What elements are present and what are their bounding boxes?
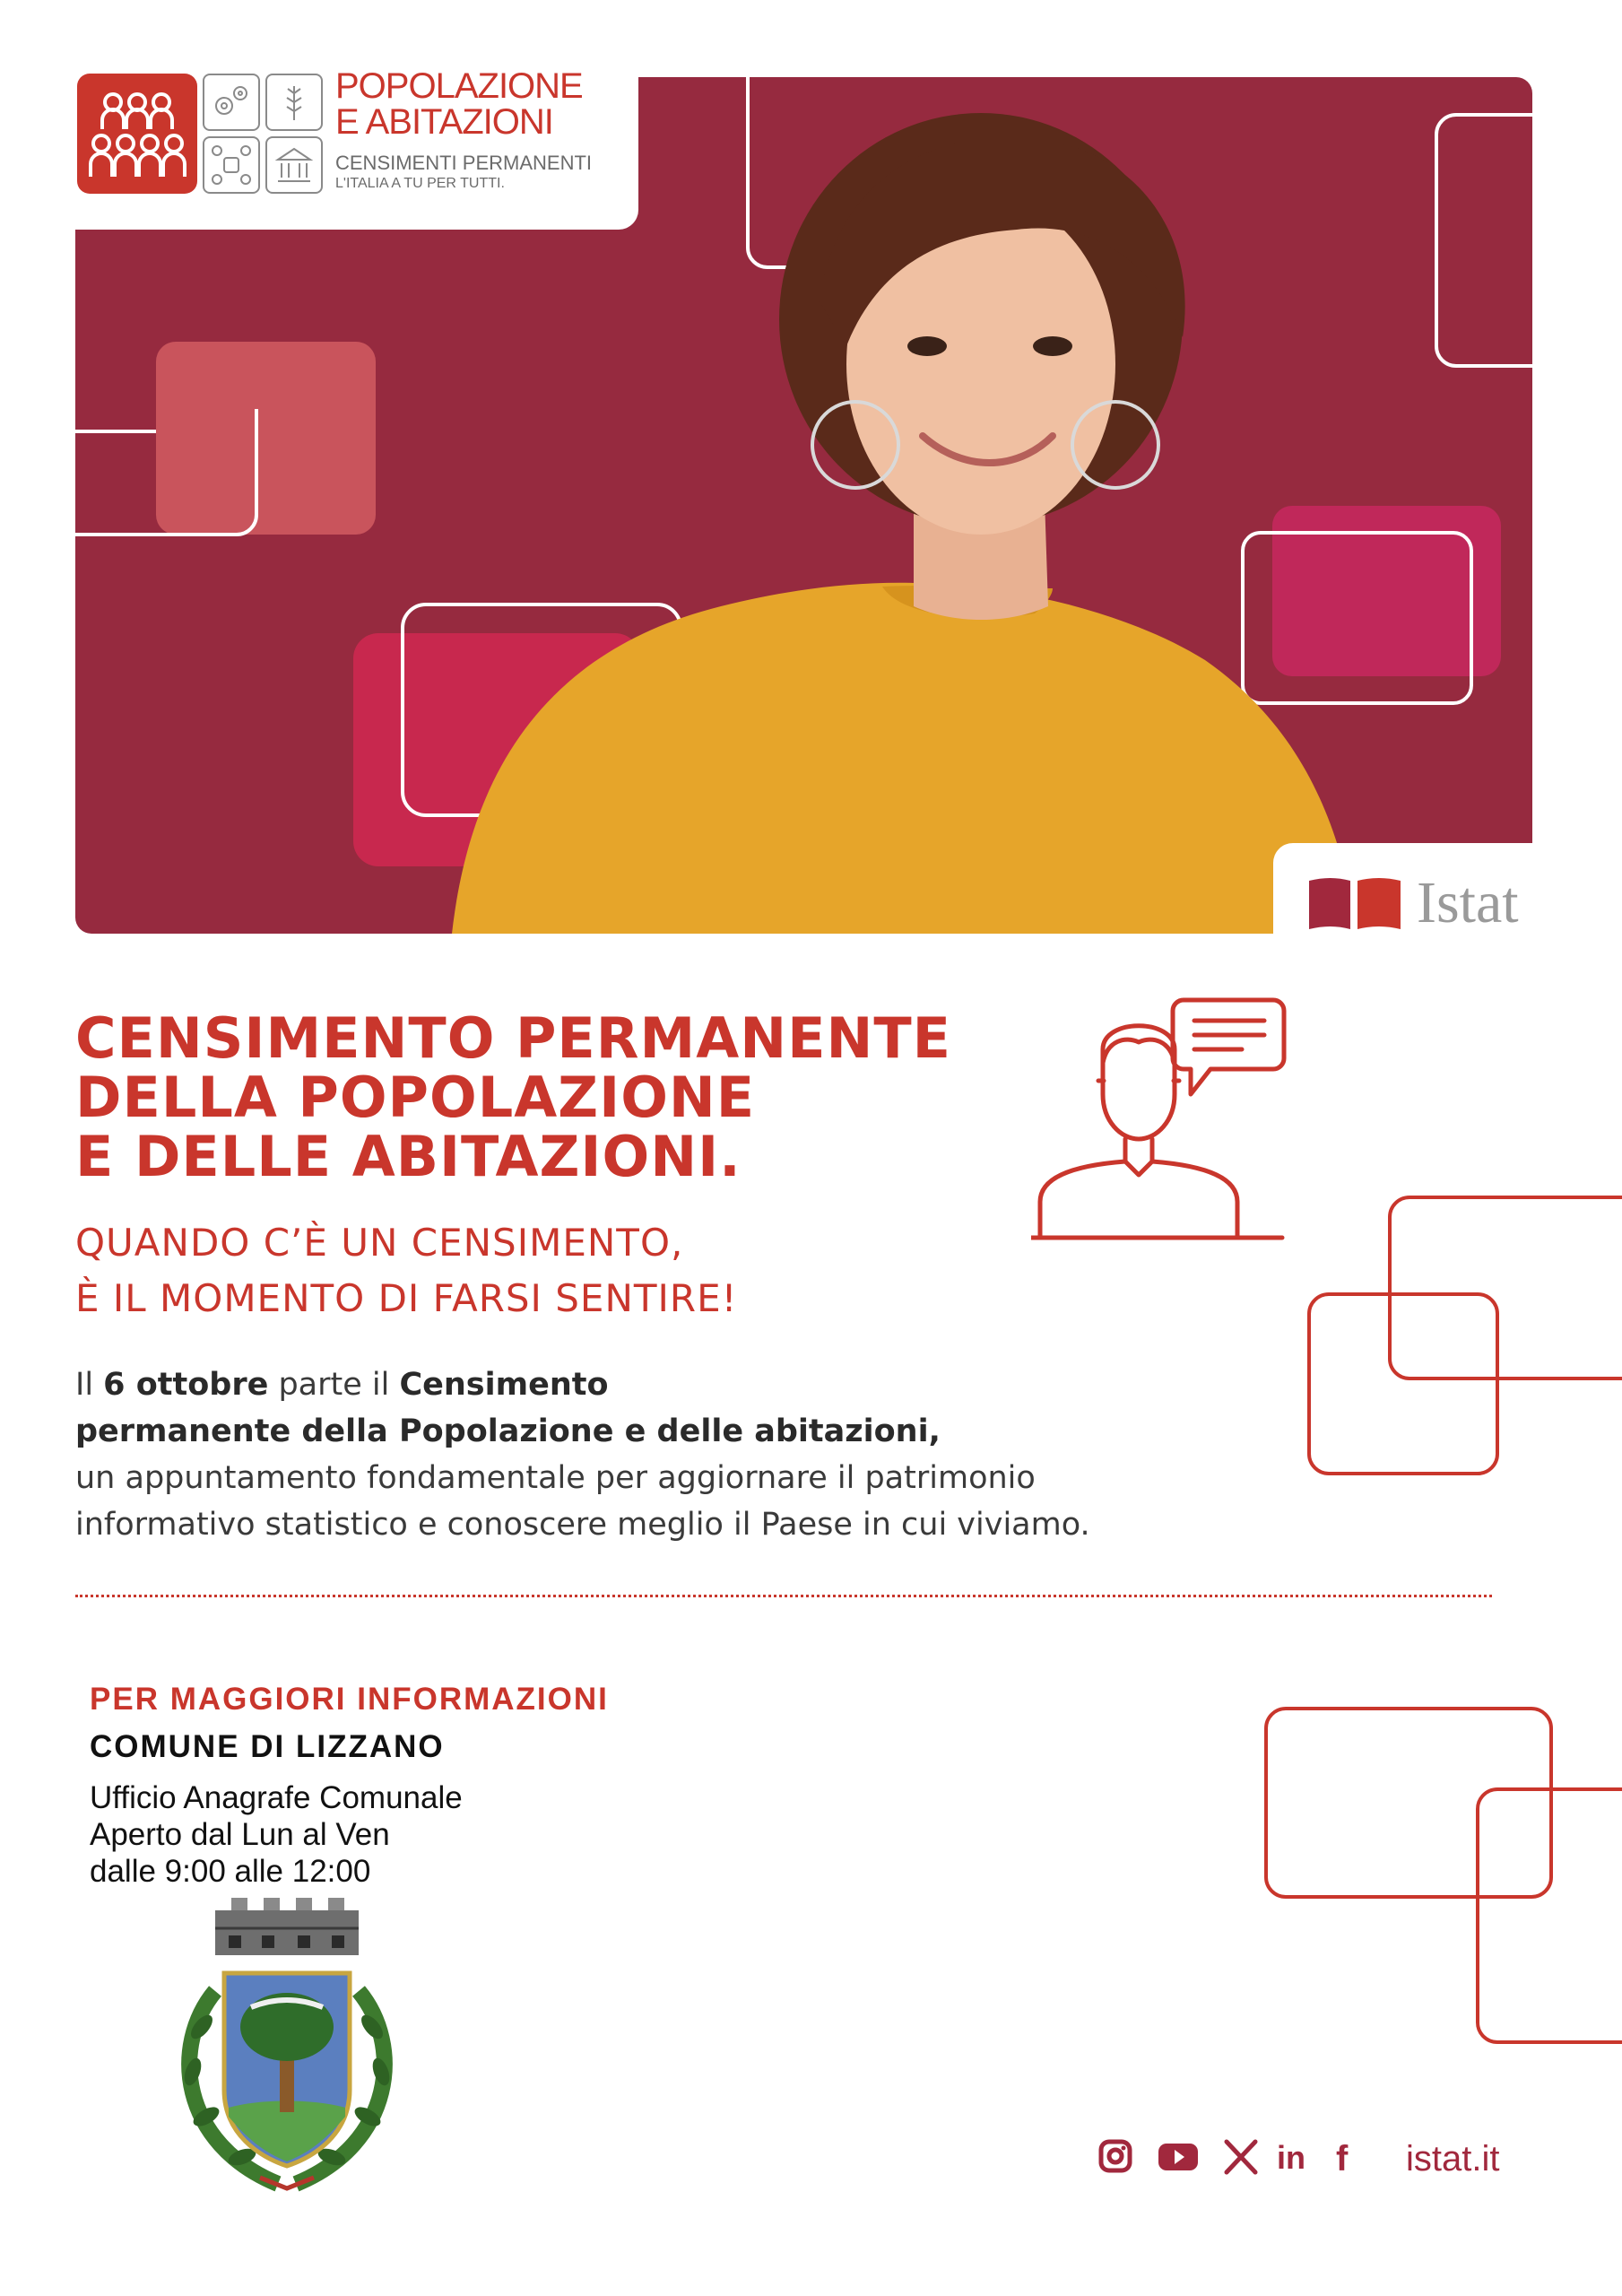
municipal-crest [161, 1892, 412, 2197]
logo-subtitle: CENSIMENTI PERMANENTI [335, 152, 593, 174]
info-office: Ufficio Anagrafe Comunale [90, 1780, 463, 1815]
logo-tagline: L'ITALIA A TU PER TUTTI. [335, 176, 505, 191]
istat-logo-icon [1307, 875, 1406, 931]
decorative-squares-top [1300, 1193, 1622, 1489]
dotted-divider [75, 1595, 1492, 1597]
gears-icon [203, 74, 260, 131]
info-title: PER MAGGIORI INFORMAZIONI [90, 1682, 609, 1717]
linkedin-icon[interactable] [1273, 2135, 1316, 2178]
istat-website-link[interactable]: istat.it [1406, 2139, 1500, 2179]
person-speaking-icon [1031, 996, 1291, 1247]
people-icon [77, 74, 197, 194]
svg-text:in: in [1277, 2139, 1305, 2176]
decorative-squares-bottom [1255, 1695, 1622, 2054]
census-icons-grid [203, 74, 326, 194]
youtube-icon[interactable] [1157, 2135, 1200, 2178]
logo-title: POPOLAZIONE E ABITAZIONI [335, 66, 583, 142]
info-days: Aperto dal Lun al Ven [90, 1817, 390, 1852]
info-hours: dalle 9:00 alle 12:00 [90, 1854, 371, 1889]
headline: CENSIMENTO PERMANENTE DELLA POPOLAZIONE E DELLE ABITAZIONI. [75, 1005, 951, 1189]
x-icon[interactable] [1219, 2135, 1262, 2178]
istat-wordmark: Istat [1417, 870, 1519, 935]
facebook-icon[interactable] [1327, 2135, 1370, 2178]
headline-sub: QUANDO C’È UN CENSIMENTO, È IL MOMENTO DI FARSI SENTIRE! [75, 1221, 738, 1320]
instagram-icon[interactable] [1094, 2135, 1137, 2178]
body-paragraph: Il 6 ottobre parte il Censimento permanente della Popolazione e delle abitazioni, un appuntamento fondamentale per aggiornare il patrimonio informativo statistico e conoscere meglio il Paese in cui viviamo. [75, 1367, 1090, 1543]
info-comune: COMUNE DI LIZZANO [90, 1729, 445, 1764]
svg-text:f: f [1336, 2139, 1349, 2178]
institution-icon [265, 136, 323, 194]
network-icon [203, 136, 260, 194]
wheat-icon [265, 74, 323, 131]
